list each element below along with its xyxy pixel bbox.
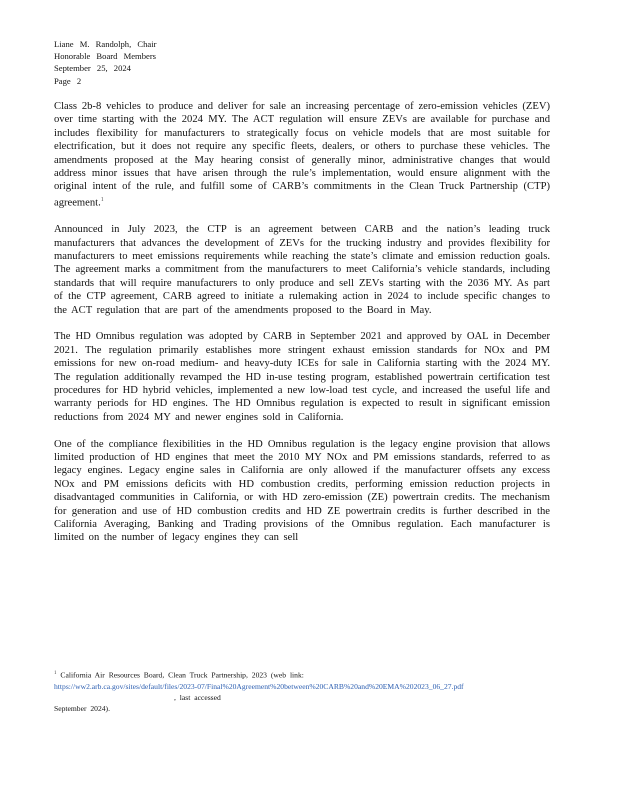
page-number: Page 2 [54,75,82,86]
footnote-mark: 1 [54,671,57,676]
letter-date: September 25, 2024 [54,63,131,74]
recipient-name: Liane M. Randolph, Chair [54,39,157,49]
footnote-accessed: , last accessed [174,692,221,702]
paragraph-text: The HD Omnibus regulation was adopted by CARB in September 2021 and approved by OAL in December 2021. The regulation primarily establishes more stringent exhaust emission standards for NOx and PM emissions for new on-road medium- and heavy-duty ICEs for sale in California starting with the 2024 MY. The regulation additionally revamped the HD in-use testing program, established powertrain certification test procedures for HD hybrid vehicles, implemented a new low-load test cycle, and increased the useful life and warranty periods for HD engines. The HD Omnibus regulation is expected to result in significant emission reductions from 2024 MY and newer engines sold in California. [54,331,550,423]
footnote-text: California Air Resources Board, Clean Truck Partnership, 2023 (web link: [60,670,304,680]
paragraph-act-regulation [54,100,550,210]
footnote-1 [54,668,504,714]
footnote-date: September 2024). [54,704,110,714]
recipient-title: Honorable Board Members [54,51,157,62]
footnote-section [54,668,504,714]
footnote-reference[interactable]: 1 [100,196,104,203]
paragraph-text: Class 2b-8 vehicles to produce and deliver for sale an increasing percentage of zero-emission vehicles (ZEV) over time starting with the 2024 MY. The ACT regulation will ensure ZEVs are available for purchase and includes flexibility for manufacturers to strategically focus on vehicle models that are most suitable for electrification, but it does not require any specific fleets, dealers, or others to purchase these vehicles. The amendments proposed at the May hearing consist of generally minor, administrative changes that would address minor issues that have arisen through the rule’s implementation, would ensure alignment with the original intent of the rule, and fulfill some of CARB’s commitments in the Clean Truck Partnership (CTP) agreement. [54,101,550,209]
paragraph-text: One of the compliance flexibilities in the HD Omnibus regulation is the legacy engine provision that allows limited production of HD engines that meet the 2010 MY NOx and PM emissions standards, referred to as legacy engines. Legacy engine sales in California are only allowed if the manufacturer offsets any excess NOx and PM emissions deficits with HD combustion credits, performing emission reduction projects in disadvantaged communities in California, or with HD zero-emission (ZE) powertrain credits. The mechanism for generation and use of HD combustion credits and HD ZE powertrain credits is further described in the California Averaging, Banking and Trading provisions of the Omnibus regulation. Each manufacturer is limited on the number of legacy engines they can sell [54,438,550,544]
letter-header [54,38,156,87]
paragraph-legacy-engine [54,438,550,545]
footnote-link[interactable]: https://ww2.arb.ca.gov/sites/default/files/2023-07/Final%20Agreement%20between%20CARB%20and%20EMA%202023_06_27.pdf [54,681,464,691]
letter-body [54,100,550,558]
paragraph-text: Announced in July 2023, the CTP is an agreement between CARB and the nation’s leading truck manufacturers that advances the development of ZEVs for the trucking industry and provides flexibility for manufacturers to meet emissions requirements while reaching the state’s climate and emission reduction goals. The agreement marks a commitment from the manufacturers to meet California’s vehicle standards, including standards that will require manufacturers to only produce and sell ZEVs starting with the 2036 MY. As part of the CTP agreement, CARB agreed to initiate a rulemaking action in 2024 to include specific changes to the ACT regulation that are part of the amendments proposed to the Board in May. [54,224,550,316]
paragraph-ctp [54,223,550,317]
paragraph-hd-omnibus [54,330,550,424]
